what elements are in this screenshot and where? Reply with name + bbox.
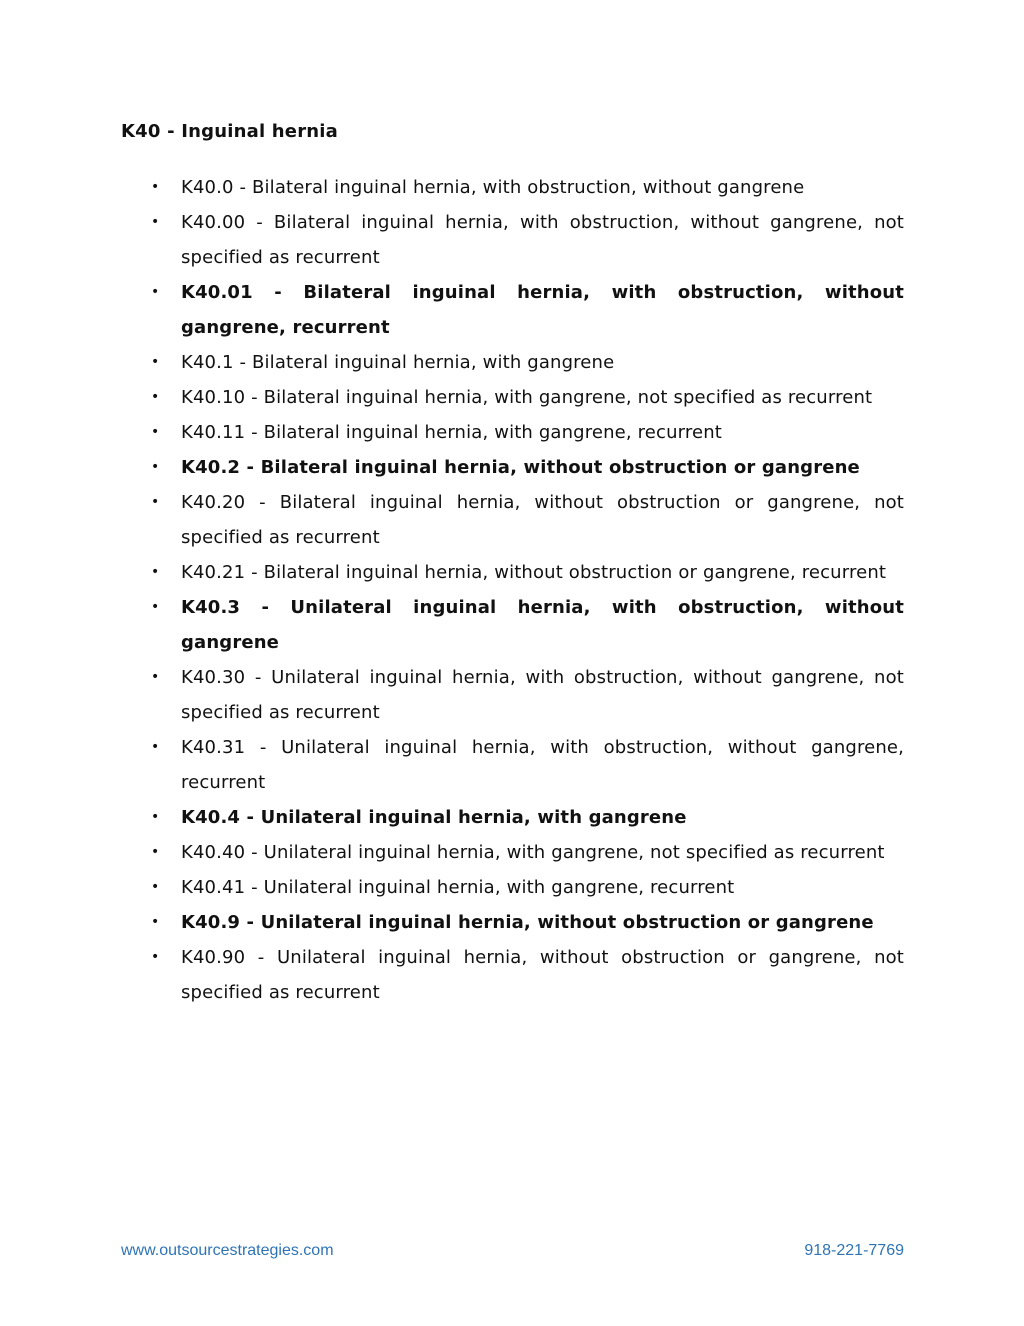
list-item (151, 380, 904, 415)
list-item (151, 870, 904, 905)
bullet-icon: • (151, 214, 160, 230)
list-item-text: K40.01 - Bilateral inguinal hernia, with obstruction, without gangrene, recurrent (181, 282, 904, 338)
list-item-text: K40.10 - Bilateral inguinal hernia, with gangrene, not specified as recurrent (181, 387, 873, 408)
list-item-text: K40.9 - Unilateral inguinal hernia, without obstruction or gangrene (181, 912, 874, 933)
list-item (151, 170, 904, 205)
list-item (151, 205, 904, 275)
list-item (151, 275, 904, 345)
list-item (151, 660, 904, 730)
bullet-icon: • (151, 424, 160, 440)
list-item-text: K40.0 - Bilateral inguinal hernia, with obstruction, without gangrene (181, 177, 805, 198)
list-item-text: K40.41 - Unilateral inguinal hernia, with gangrene, recurrent (181, 877, 735, 898)
list-item-text: K40.1 - Bilateral inguinal hernia, with gangrene (181, 352, 615, 373)
list-item (151, 555, 904, 590)
list-item-text: K40.11 - Bilateral inguinal hernia, with gangrene, recurrent (181, 422, 723, 443)
list-item-text: K40.31 - Unilateral inguinal hernia, with obstruction, without gangrene, recurrent (181, 737, 904, 793)
list-item-text: K40.30 - Unilateral inguinal hernia, with obstruction, without gangrene, not specified as recurrent (181, 667, 904, 723)
bullet-icon: • (151, 389, 160, 405)
bullet-icon: • (151, 284, 160, 300)
list-item-text: K40.00 - Bilateral inguinal hernia, with obstruction, without gangrene, not specified as recurrent (181, 212, 904, 268)
list-item-text: K40.21 - Bilateral inguinal hernia, without obstruction or gangrene, recurrent (181, 562, 887, 583)
list-item-text: K40.3 - Unilateral inguinal hernia, with obstruction, without gangrene (181, 597, 904, 653)
list-item-text: K40.4 - Unilateral inguinal hernia, with gangrene (181, 807, 687, 828)
bullet-icon: • (151, 809, 160, 825)
list-item (151, 835, 904, 870)
bullet-icon: • (151, 354, 160, 370)
code-list (151, 170, 904, 1010)
bullet-icon: • (151, 459, 160, 475)
bullet-icon: • (151, 949, 160, 965)
bullet-icon: • (151, 669, 160, 685)
list-item-text: K40.2 - Bilateral inguinal hernia, without obstruction or gangrene (181, 457, 860, 478)
list-item (151, 415, 904, 450)
bullet-icon: • (151, 739, 160, 755)
bullet-icon: • (151, 179, 160, 195)
list-item (151, 800, 904, 835)
list-item (151, 345, 904, 380)
list-item (151, 940, 904, 1010)
footer-website-link[interactable]: www.outsourcestrategies.com (121, 1242, 334, 1259)
list-item-text: K40.90 - Unilateral inguinal hernia, without obstruction or gangrene, not specified as recurrent (181, 947, 904, 1003)
list-item (151, 730, 904, 800)
list-item (151, 485, 904, 555)
list-item (151, 905, 904, 940)
bullet-icon: • (151, 599, 160, 615)
bullet-icon: • (151, 879, 160, 895)
footer-phone: 918-221-7769 (804, 1242, 904, 1259)
list-item (151, 450, 904, 485)
list-item-text: K40.40 - Unilateral inguinal hernia, with gangrene, not specified as recurrent (181, 842, 885, 863)
bullet-icon: • (151, 564, 160, 580)
bullet-icon: • (151, 914, 160, 930)
list-item-text: K40.20 - Bilateral inguinal hernia, without obstruction or gangrene, not specified as recurrent (181, 492, 904, 548)
bullet-icon: • (151, 494, 160, 510)
section-heading: K40 - Inguinal hernia (121, 121, 339, 142)
bullet-icon: • (151, 844, 160, 860)
list-item (151, 590, 904, 660)
